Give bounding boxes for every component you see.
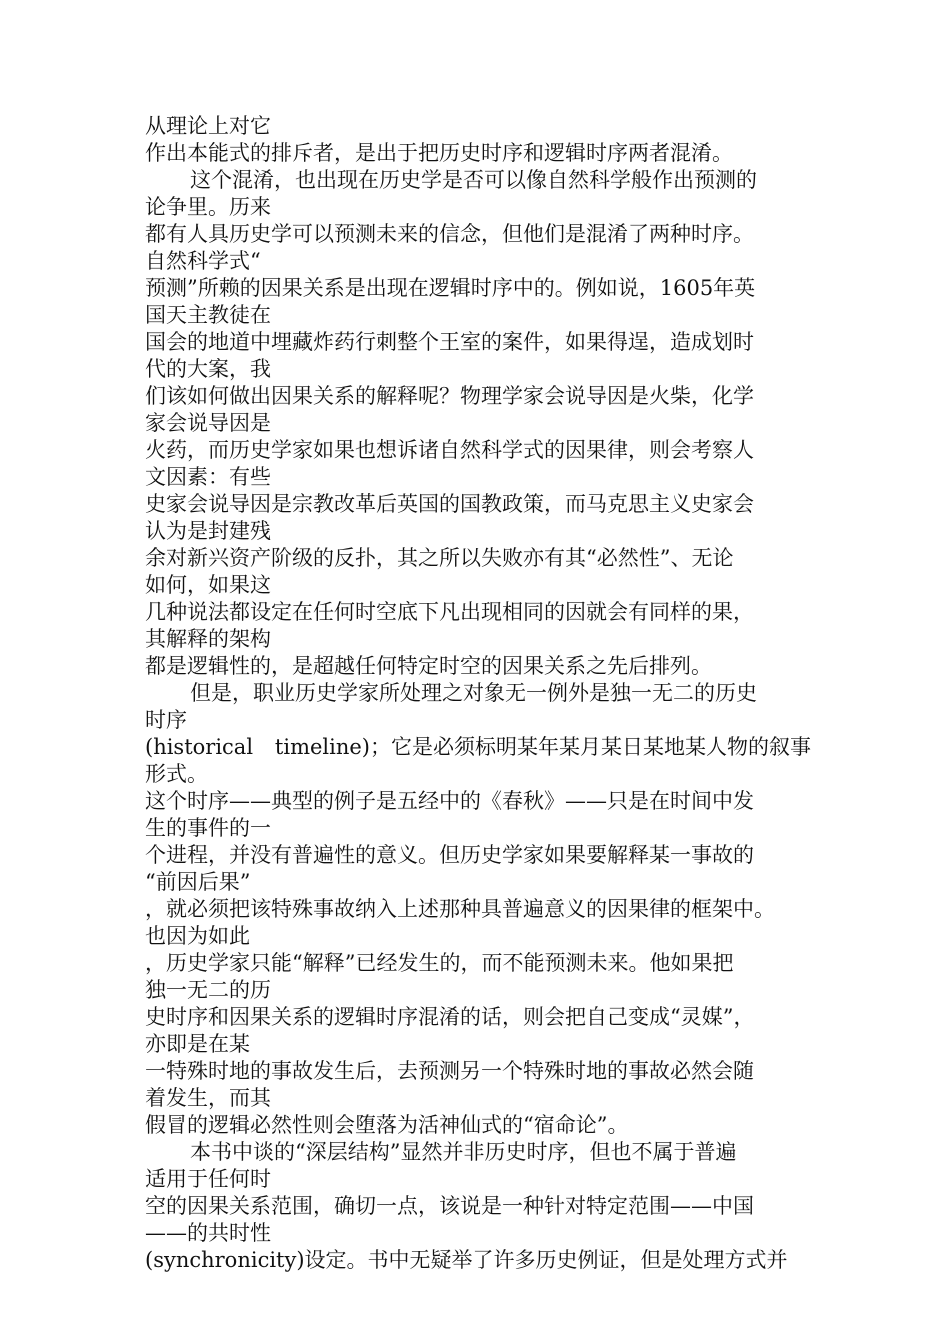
text-line: 空的因果关系范围，确切一点，该说是一种针对特定范围——中国 — [145, 1194, 754, 1218]
text-line: 自然科学式“ — [145, 249, 261, 273]
text-line: 从理论上对它 — [145, 114, 271, 138]
text-line: 预测”所赖的因果关系是出现在逻辑时序中的。例如说，1605年英 — [145, 276, 756, 300]
text-line: 也因为如此 — [145, 924, 250, 948]
text-line: 代的大案，我 — [145, 357, 271, 381]
text-line: 都有人具历史学可以预测未来的信念，但他们是混淆了两种时序。 — [145, 222, 754, 246]
text-line: 这个时序——典型的例子是五经中的《春秋》——只是在时间中发 — [145, 789, 754, 813]
paragraph-start-line: 这个混淆，也出现在历史学是否可以像自然科学般作出预测的 — [190, 168, 757, 192]
text-line: 余对新兴资产阶级的反扑，其之所以失败亦有其“必然性”、无论 — [145, 546, 734, 570]
text-line: 一特殊时地的事故发生后，去预测另一个特殊时地的事故必然会随 — [145, 1059, 754, 1083]
text-line: “前因后果” — [145, 870, 251, 894]
text-line: 论争里。历来 — [145, 195, 271, 219]
text-line: 文因素：有些 — [145, 465, 271, 489]
text-line: 生的事件的一 — [145, 816, 271, 840]
justified-text-line — [145, 734, 811, 761]
text-line: 认为是封建残 — [145, 519, 271, 543]
text-line: 都是逻辑性的，是超越任何特定时空的因果关系之先后排列。 — [145, 654, 712, 678]
text-line: 史家会说导因是宗教改革后英国的国教政策，而马克思主义史家会 — [145, 492, 754, 516]
text-line: (synchronicity)设定。书中无疑举了许多历史例证，但是处理方式并 — [145, 1248, 788, 1272]
text-line: ——的共时性 — [145, 1221, 271, 1245]
text-line: 时序 — [145, 708, 187, 732]
text-line: 着发生，而其 — [145, 1086, 271, 1110]
text-line: 火药，而历史学家如果也想诉诸自然科学式的因果律，则会考察人 — [145, 438, 754, 462]
text-line: 国天主教徒在 — [145, 303, 271, 327]
text-line: ，历史学家只能“解释”已经发生的，而不能预测未来。他如果把 — [145, 951, 734, 975]
text-line: 亦即是在某 — [145, 1032, 250, 1056]
text-line: 史时序和因果关系的逻辑时序混淆的话，则会把自己变成“灵媒”， — [145, 1005, 755, 1029]
text-line: 们该如何做出因果关系的解释呢？物理学家会说导因是火柴，化学 — [145, 384, 754, 408]
text-line-part: (historical — [145, 735, 254, 759]
text-line: 独一无二的历 — [145, 978, 271, 1002]
text-line: 作出本能式的排斥者，是出于把历史时序和逻辑时序两者混淆。 — [145, 141, 733, 165]
paragraph-start-line: 本书中谈的“深层结构”显然并非历史时序，但也不属于普遍 — [190, 1140, 737, 1164]
text-line: 国会的地道中埋藏炸药行刺整个王室的案件，如果得逞，造成划时 — [145, 330, 754, 354]
text-line: ，就必须把该特殊事故纳入上述那种具普遍意义的因果律的框架中。 — [145, 897, 775, 921]
text-line: 形式。 — [145, 762, 208, 786]
text-line: 其解释的架构 — [145, 627, 271, 651]
text-line: 几种说法都设定在任何时空底下凡出现相同的因就会有同样的果， — [145, 600, 754, 624]
text-line: 家会说导因是 — [145, 411, 271, 435]
text-line: 假冒的逻辑必然性则会堕落为活神仙式的“宿命论”。 — [145, 1113, 629, 1137]
paragraph-start-line: 但是，职业历史学家所处理之对象无一例外是独一无二的历史 — [190, 681, 757, 705]
text-line: 个进程，并没有普遍性的意义。但历史学家如果要解释某一事故的 — [145, 843, 754, 867]
text-line-part: timeline)；它是必须标明某年某月某日某地某人物的叙事 — [274, 735, 811, 759]
body-text — [145, 113, 825, 1274]
text-line: 适用于任何时 — [145, 1167, 271, 1191]
text-line: 如何，如果这 — [145, 573, 271, 597]
